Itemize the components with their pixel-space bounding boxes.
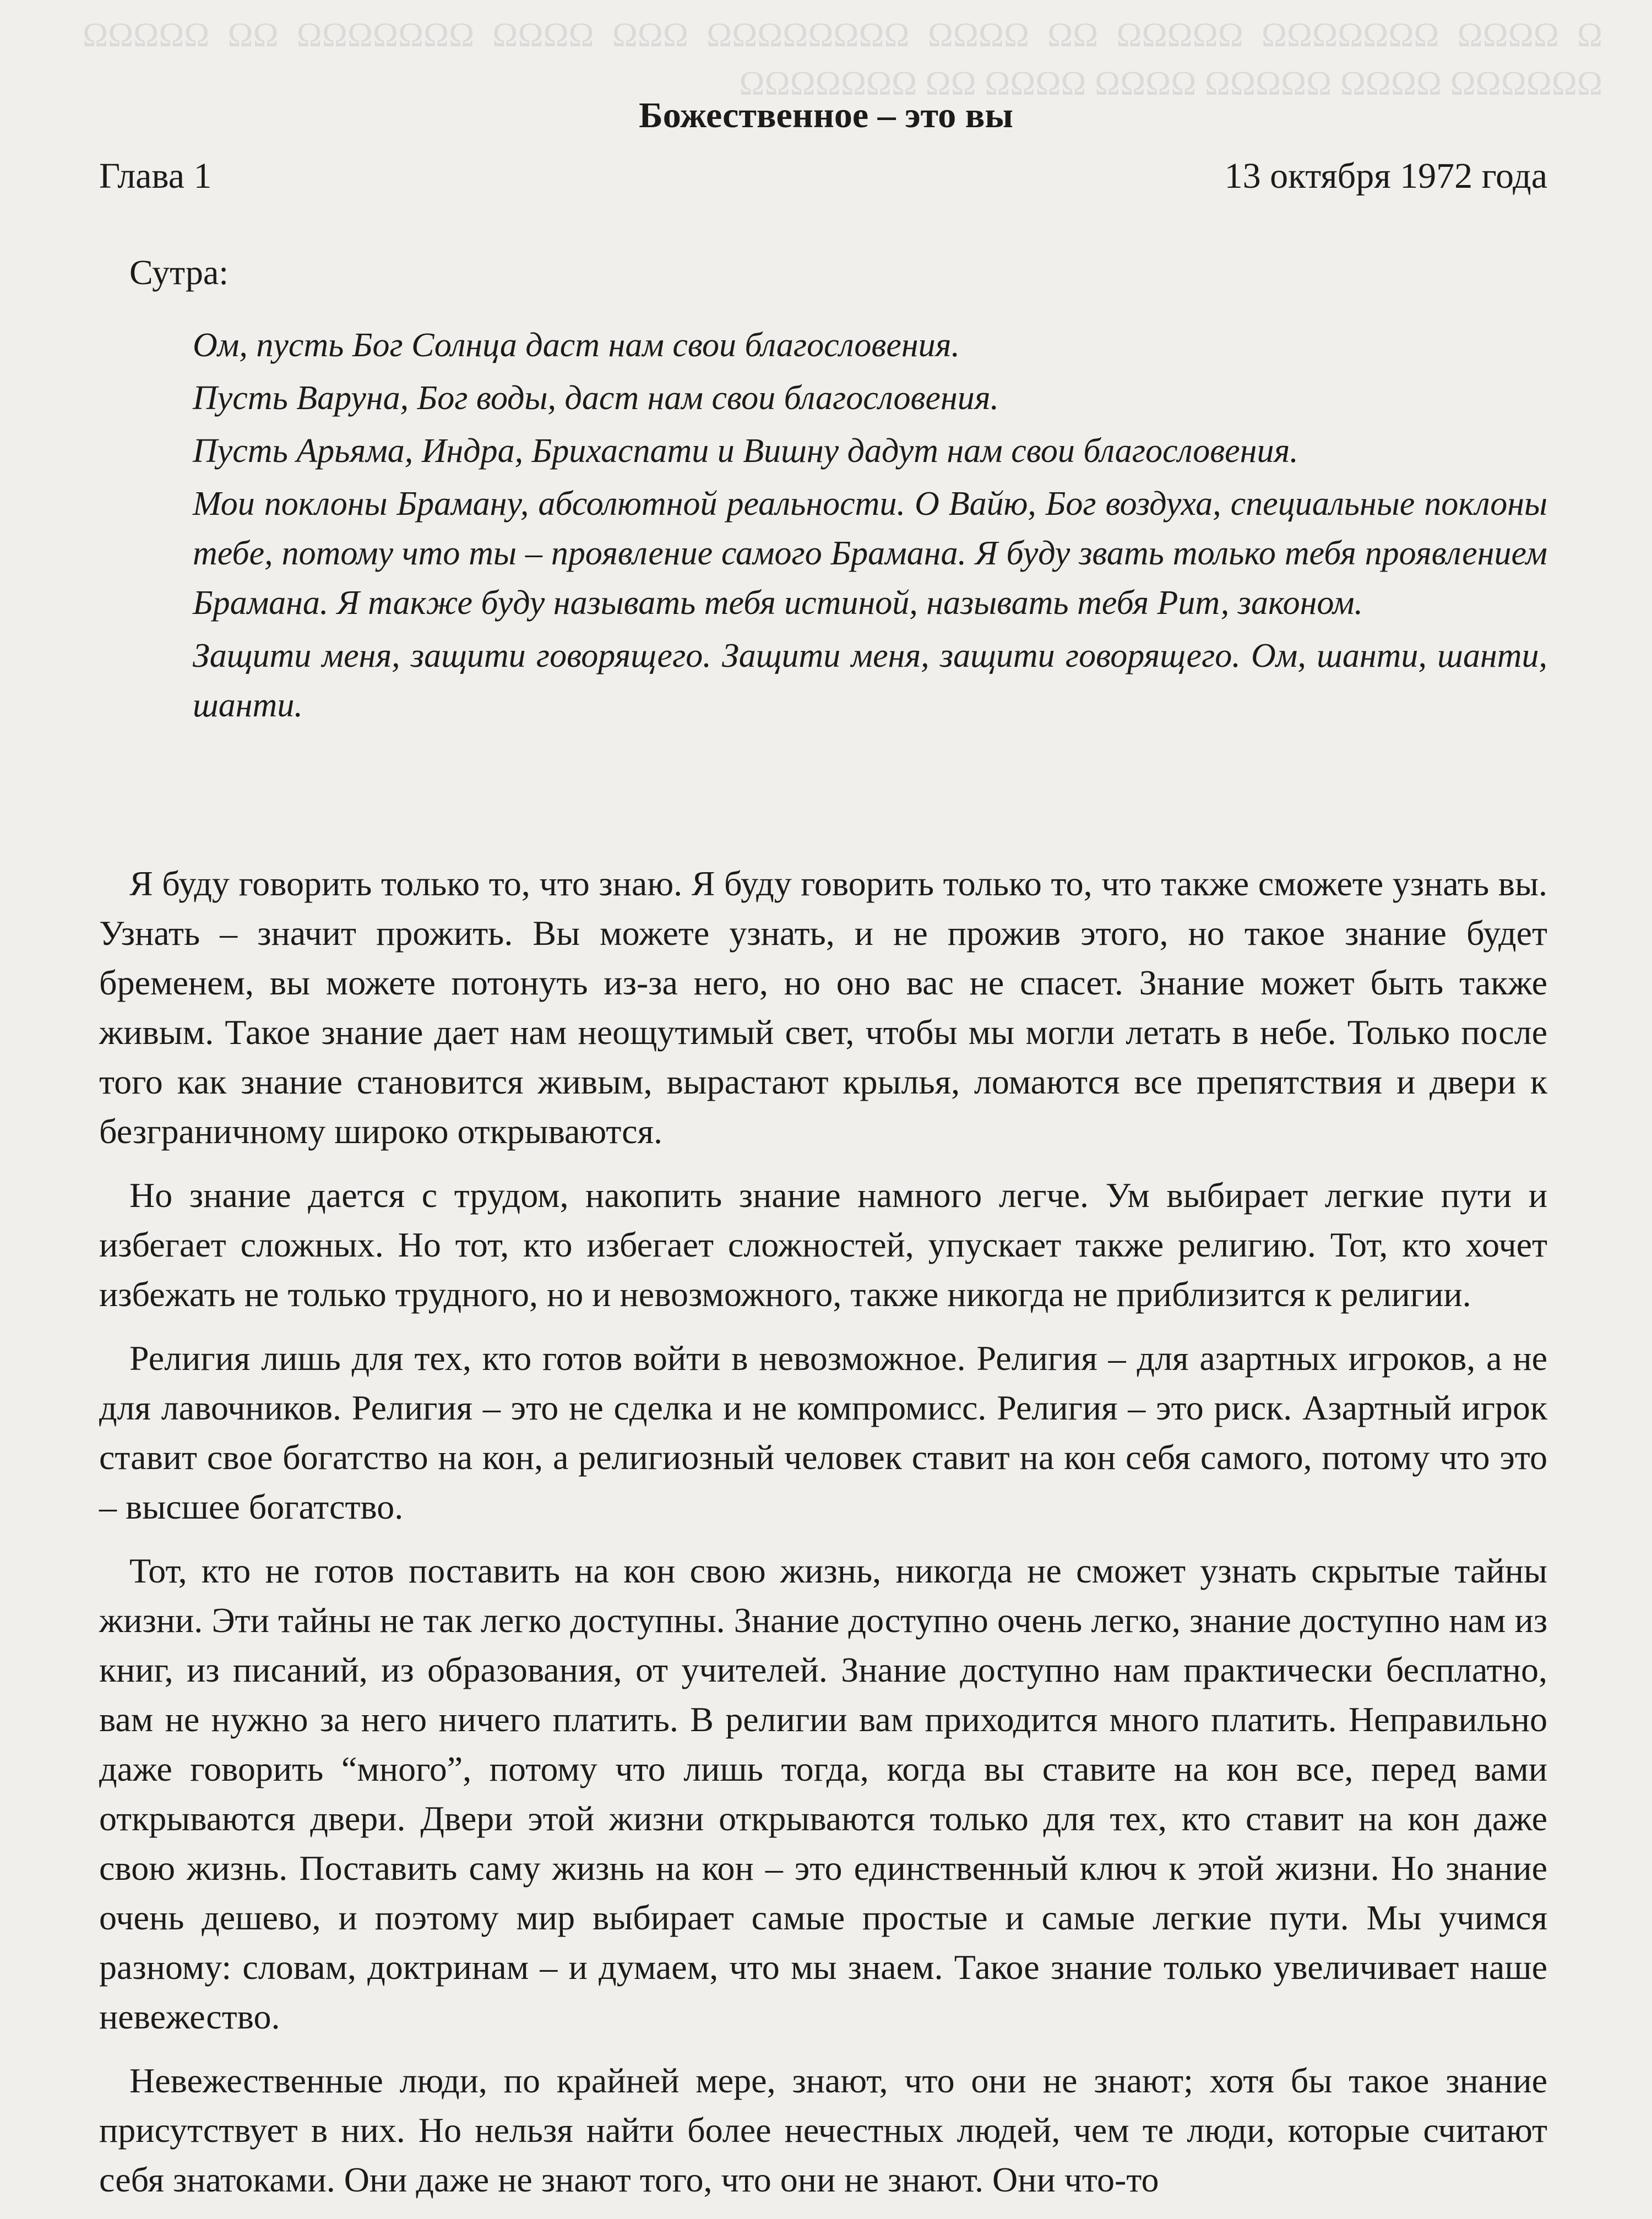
chapter-label: Глава 1 [99,156,212,196]
sutra-label: Сутра: [129,253,229,292]
sutra-line: Защити меня, защити говорящего. Защити меня, защити говорящего. Ом, шанти, шанти, шанти. [193,637,1547,724]
body-paragraph: Тот, кто не готов поставить на кон свою жизнь, никогда не сможет узнать скрытые тайны жизни. Эти тайны не так легко доступны. Знание доступно очень легко, знание доступно нам из книг, из писаний, из образования, от учителей. Знание доступно нам практически бесплатно, вам не нужно за него ничего платить. В религии вам приходится много платить. Неправильно даже говорить “много”, потому что лишь тогда, когда вы ставите на кон все, перед вами открываются двери. Двери этой жизни открываются только для тех, кто ставит на кон даже свою жизнь. Поставить саму жизнь на кон – это единственный ключ к этой жизни. Но знание очень дешево, и поэтому мир выбирает самые простые и самые легкие пути. Мы учимся разному: словам, доктринам – и думаем, что мы знаем. Такое знание только увеличивает наше невежество. [99,1551,1547,2036]
body-paragraph: Религия лишь для тех, кто готов войти в невозможное. Религия – для азартных игроков, а не для лавочников. Религия – это не сделка и не компромисс. Религия – это риск. Азартный игрок ставит свое богатство на кон, а религиозный человек ставит на кон себя самого, потому что это – высшее богатство. [99,1339,1547,1526]
body-paragraph: Но знание дается с трудом, накопить знание намного легче. Ум выбирает легкие пути и избегает сложных. Но тот, кто избегает сложностей, упускает также религию. Тот, кто хочет избежать не только трудного, но и невозможного, также никогда не приблизится к религии. [99,1176,1547,1314]
sutra-line: Пусть Арьяма, Индра, Брихаспати и Вишну дадут нам свои благословения. [193,432,1298,470]
sutra-block [193,320,1547,733]
body-paragraph: Невежественные люди, по крайней мере, знают, что они не знают; хотя бы такое знание присутствует в них. Но нельзя найти более нечестных людей, чем те люди, которые считают себя знатоками. Они даже не знают того, что они не знают. Они что-то [99,2061,1547,2199]
body-paragraph: Я буду говорить только то, что знаю. Я буду говорить только то, что также сможете узнать вы. Узнать – значит прожить. Вы можете узнать, и не прожив этого, но такое знание будет бременем, вы можете потонуть из-за него, но оно вас не спасет. Знание может быть также живым. Такое знание дает нам неощутимый свет, чтобы мы могли летать в небе. Только после того как знание становится живым, вырастают крылья, ломаются все препятствия и двери к безграничному широко открываются. [99,864,1547,1151]
sutra-line: Пусть Варуна, Бог воды, даст нам свои благословения. [193,379,999,417]
body-text [99,859,1547,2219]
lecture-date: 13 октября 1972 года [1224,156,1547,196]
sutra-line: Ом, пусть Бог Солнца даст нам свои благословения. [193,327,960,364]
bleed-through-texture: Ω ΩΩΩΩ ΩΩΩΩΩΩΩ ΩΩΩΩΩ ΩΩ ΩΩΩΩ ΩΩΩΩΩΩΩΩ ΩΩΩ ΩΩΩΩ ΩΩΩΩΩΩΩ ΩΩ ΩΩΩΩΩ ΩΩΩΩΩΩ ΩΩΩΩ ΩΩΩΩΩ ΩΩΩΩ ΩΩΩΩ ΩΩ ΩΩΩΩΩΩΩ [83,17,1602,102]
sutra-line: Мои поклоны Браману, абсолютной реальности. О Вайю, Бог воздуха, специальные поклоны тебе, потому что ты – проявление самого Брамана. Я буду звать только тебя проявлением Брамана. Я также буду называть тебя истиной, называть тебя Рит, законом. [193,485,1547,622]
page-title: Божественное – это вы [639,95,1013,135]
